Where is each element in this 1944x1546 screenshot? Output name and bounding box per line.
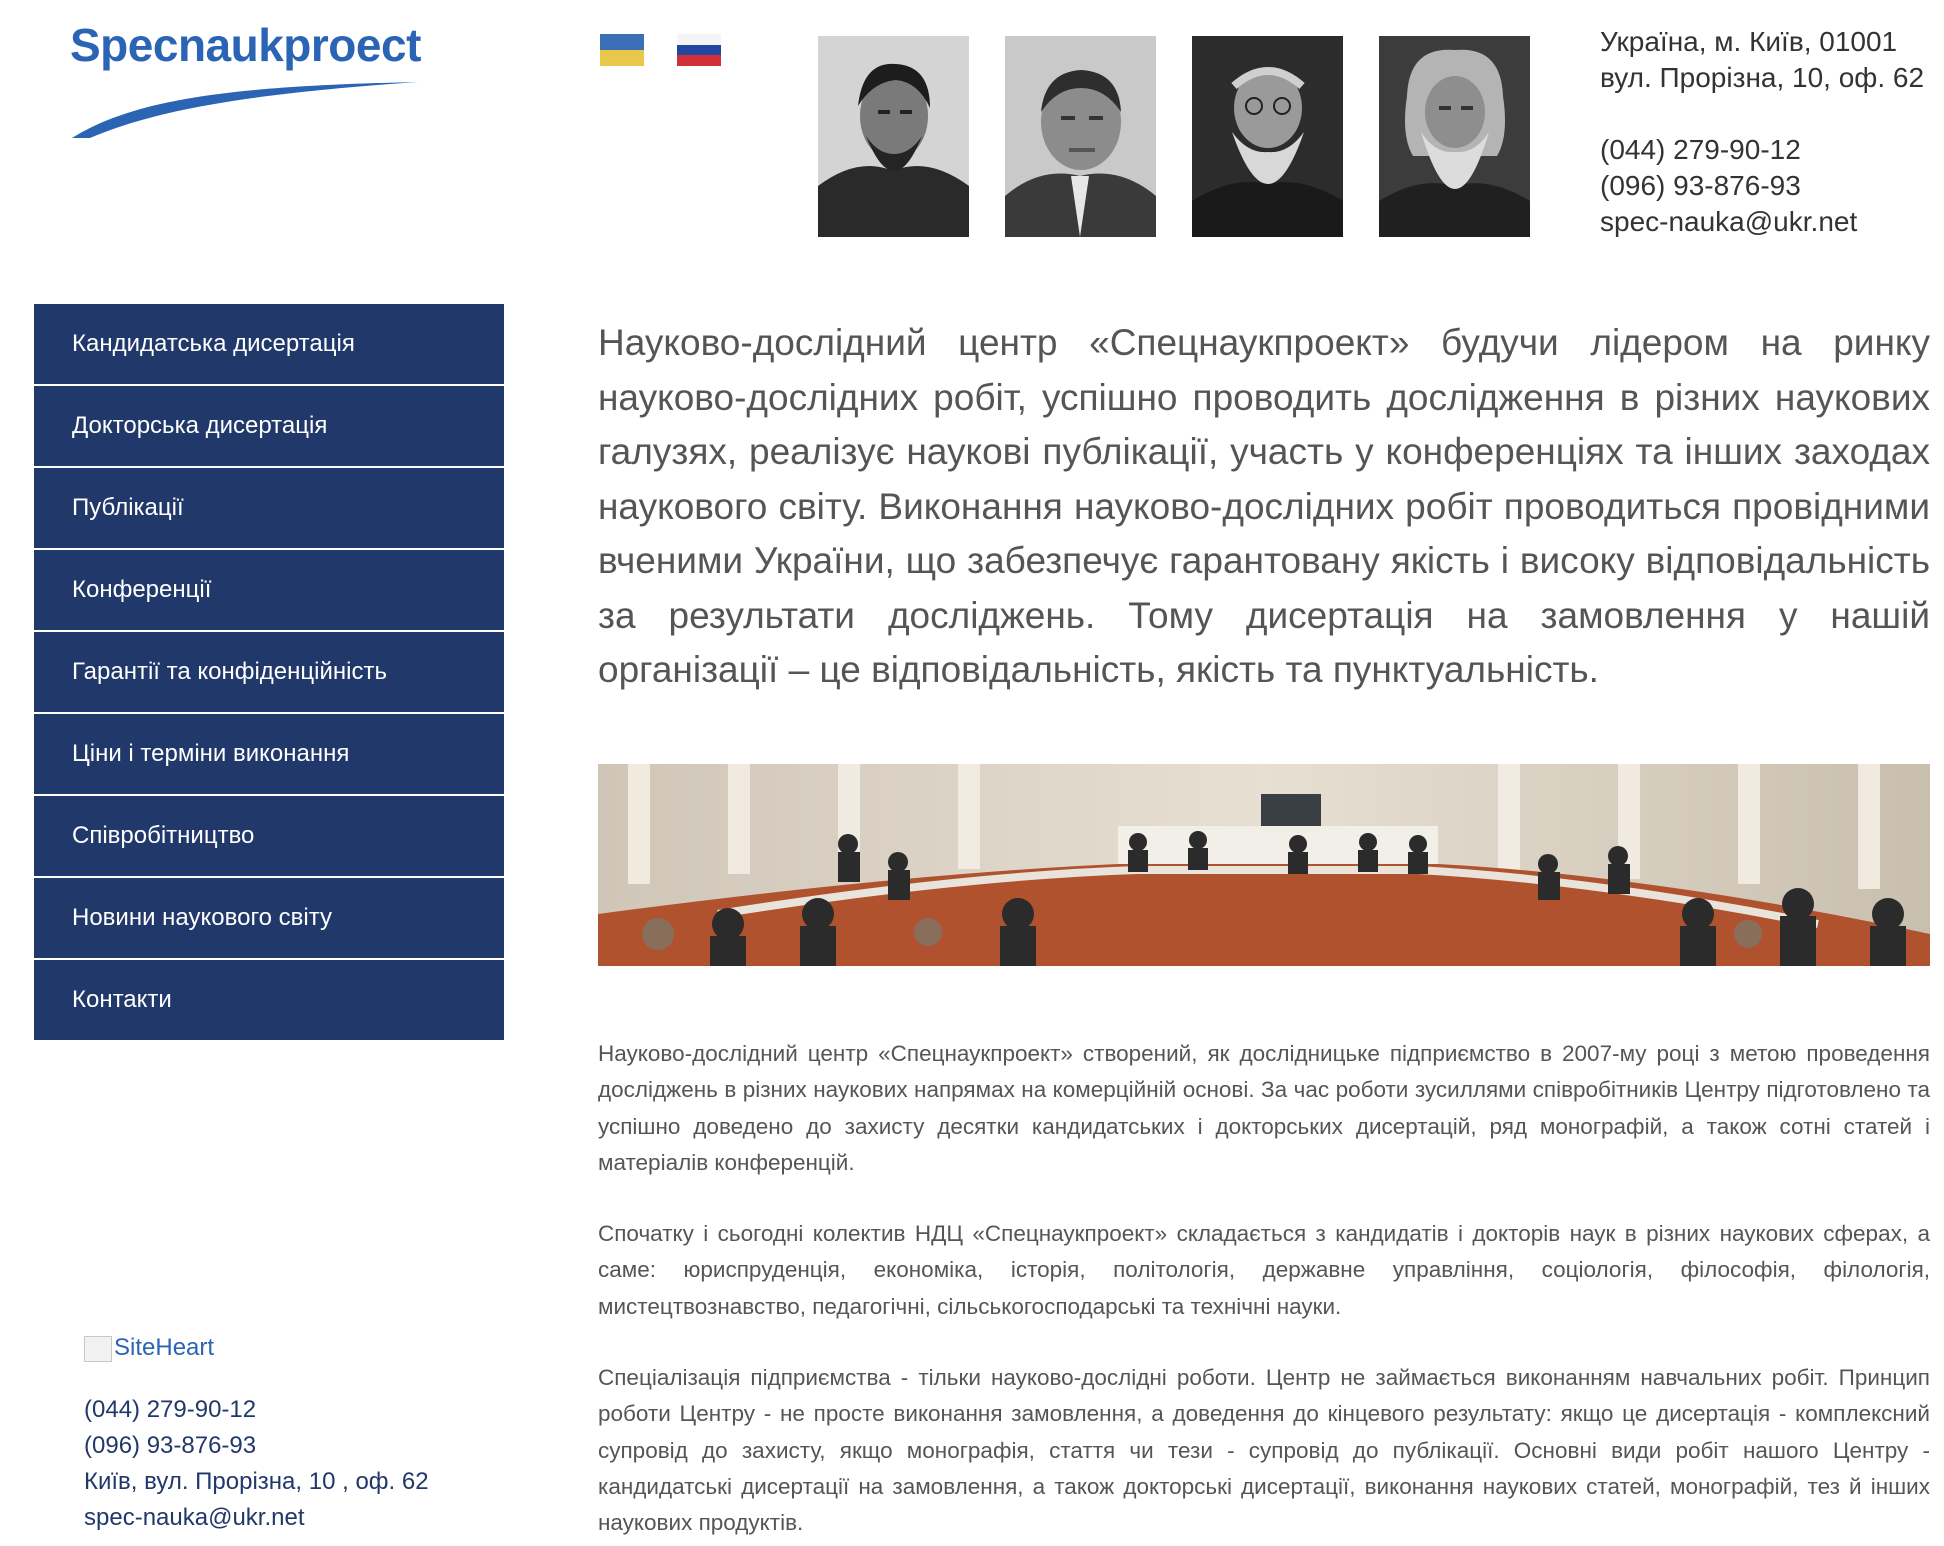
lead-paragraph: Науково-дослідний центр «Спецнаукпроект» будучи лідером на ринку науково-дослідних робіт, успішно проводить дослідження в різних наукових галузях, реалізує наукові публікації, участь у конференціях та інших заходах наукового світу. Виконання науково-дослідних робіт проводиться провідними вченими України, що забезпечує гарантовану якість і високу відповідальність за результати досліджень. Тому дисертація на замовлення у нашій організації – це відповідальність, якість та пунктуальність. xyxy=(598,322,1930,690)
menu-item-contacts[interactable]: Контакти xyxy=(34,960,504,1040)
sidebar-contact xyxy=(84,1392,429,1536)
about-paragraph-2: Спочатку і сьогодні колектив НДЦ «Спецнаукпроект» складається з кандидатів і докторів наук в різних наукових сферах, а саме: юриспруденція, економіка, історія, політологія, державне управління, соціологія, філософія, філологія, мистецтвознавство, педагогічні, сільськогосподарські та технічні науки. xyxy=(598,1221,1930,1319)
sidebar-phone-1: (044) 279-90-12 xyxy=(84,1396,257,1423)
broken-image-icon xyxy=(84,1336,112,1362)
menu-item-prices[interactable]: Ціни і терміни виконання xyxy=(34,714,504,794)
menu-item-conferences[interactable]: Конференції xyxy=(34,550,504,630)
siteheart-alt-text: SiteHeart xyxy=(114,1334,215,1361)
menu-item-doctoral-dissertation[interactable]: Докторська дисертація xyxy=(34,386,504,466)
russian-flag-icon[interactable] xyxy=(677,34,721,66)
sidebar-address: Київ, вул. Прорізна, 10 , оф. 62 xyxy=(84,1468,429,1495)
portrait-3 xyxy=(1192,36,1343,237)
portrait-4 xyxy=(1379,36,1530,237)
menu-item-guarantees[interactable]: Гарантії та конфіденційність xyxy=(34,632,504,712)
address-line-2: вул. Прорізна, 10, оф. 62 xyxy=(1600,62,1925,93)
email[interactable]: spec-nauka@ukr.net xyxy=(1600,206,1858,237)
menu-item-publications[interactable]: Публікації xyxy=(34,468,504,548)
menu-item-candidate-dissertation[interactable]: Кандидатська дисертація xyxy=(34,304,504,384)
logo-swoosh-icon xyxy=(66,68,426,140)
menu-item-science-news[interactable]: Новини наукового світу xyxy=(34,878,504,958)
portrait-1 xyxy=(818,36,969,237)
portrait-2 xyxy=(1005,36,1156,237)
sidebar-email[interactable]: spec-nauka@ukr.net xyxy=(84,1504,305,1531)
menu-item-cooperation[interactable]: Співробітництво xyxy=(34,796,504,876)
sidebar-phone-2: (096) 93-876-93 xyxy=(84,1432,257,1459)
logo-text: Specnaukproect xyxy=(70,19,421,71)
ukrainian-flag-icon[interactable] xyxy=(600,34,644,66)
side-menu xyxy=(34,304,504,1042)
header-contact xyxy=(1600,24,1924,240)
site-logo[interactable] xyxy=(66,18,426,130)
address-line-1: Україна, м. Київ, 01001 xyxy=(1600,26,1898,57)
conference-meeting-photo xyxy=(598,764,1930,966)
about-paragraph-3: Спеціалізація підприємства - тільки науково-дослідні роботи. Центр не займається виконанням навчальних робіт. Принцип роботи Центру - не просте виконання замовлення, а доведення до кінцевого результату: якщо це дисертація - комплексний супровід до захисту, якщо монографія, стаття чи тези - супровід до публікації. Основні види робіт нашого Центру - кандидатські дисертації на замовлення, а також докторські дисертації, виконання наукових статей, монографій, тез й інших наукових продуктів. xyxy=(598,1365,1930,1536)
phone-2: (096) 93-876-93 xyxy=(1600,170,1801,201)
phone-1: (044) 279-90-12 xyxy=(1600,134,1801,165)
about-paragraph-1: Науково-дослідний центр «Спецнаукпроект» створений, як дослідницьке підприємство в 2007-му році з метою проведення досліджень в різних наукових напрямах на комерційній основі. За час роботи зусиллями співробітників Центру підготовлено та успішно доведено до захисту десятки кандидатських і докторських дисертацій, ряд монографій, а також сотні статей і матеріалів конференцій. xyxy=(598,1041,1930,1175)
siteheart-widget[interactable] xyxy=(84,1334,214,1362)
